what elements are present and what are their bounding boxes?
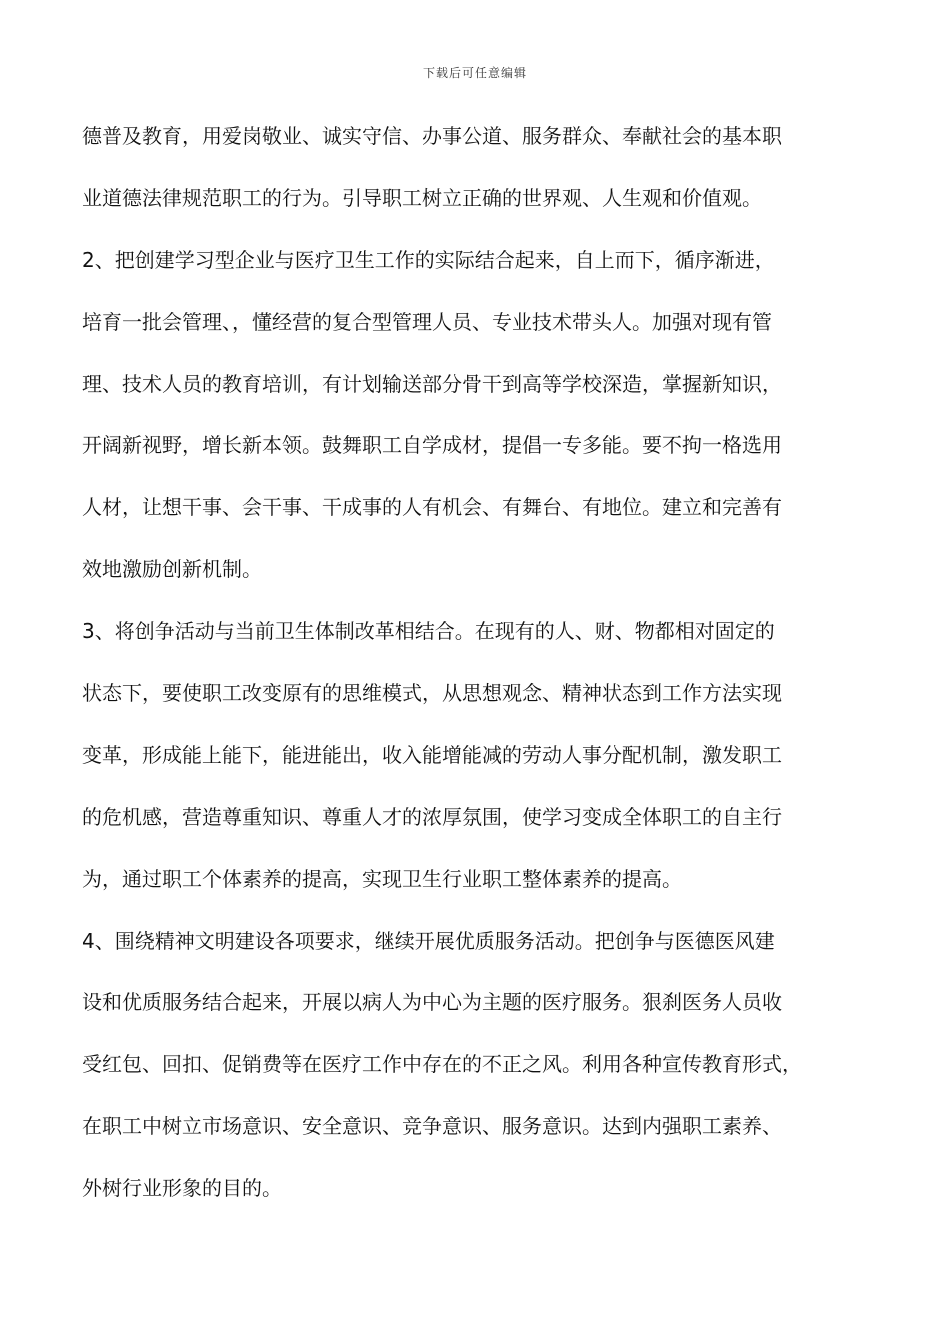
text-line: 效地激励创新机制。 [82,557,262,582]
text-line: 人材，让想干事、会干事、干成事的人有机会、有舞台、有地位。建立和完善有 [82,495,782,520]
text-line: 变革，形成能上能下，能进能出，收入能增能减的劳动人事分配机制，激发职工 [82,742,782,767]
text-line: 设和优质服务结合起来，开展以病人为中心为主题的医疗服务。狠刹医务人员收 [82,990,782,1015]
text-line: 外树行业形象的目的。 [82,1176,282,1201]
page-header: 下载后可任意编辑 [422,66,527,80]
text-line: 德普及教育，用爱岗敬业、诚实守信、办事公道、服务群众、奉献社会的基本职 [82,124,782,148]
text-line: 开阔新视野，增长新本领。鼓舞职工自学成材，提倡一专多能。要不拘一格选用 [82,433,782,458]
text-line: 状态下，要使职工改变原有的思维模式，从思想观念、精神状态到工作方法实现 [82,681,782,706]
document-body [82,114,882,1228]
text-line: 在职工中树立市场意识、安全意识、竞争意识、服务意识。达到内强职工素养、 [82,1114,782,1139]
text-line: 培育一批会管理、，懂经营的复合型管理人员、专业技术带头人。加强对现有管 [82,309,772,334]
text-line: 的危机感，营造尊重知识、尊重人才的浓厚氛围，使学习变成全体职工的自主行 [82,804,782,829]
text-line: 4、围绕精神文明建设各项要求，继续开展优质服务活动。把创争与医德医风建 [82,928,775,953]
text-line: 为，通过职工个体素养的提高，实现卫生行业职工整体素养的提高。 [82,866,682,891]
text-line: 业道德法律规范职工的行为。引导职工树立正确的世界观、人生观和价值观。 [82,185,762,210]
text-line: 3、将创争活动与当前卫生体制改革相结合。在现有的人、财、物都相对固定的 [82,619,775,644]
text-line: 受红包、回扣、促销费等在医疗工作中存在的不正之风。利用各种宣传教育形式， [82,1052,802,1077]
text-line: 2、把创建学习型企业与医疗卫生工作的实际结合起来，自上而下，循序渐进， [82,247,775,272]
text-line: 理、技术人员的教育培训，有计划输送部分骨干到高等学校深造，掌握新知识， [82,371,782,396]
